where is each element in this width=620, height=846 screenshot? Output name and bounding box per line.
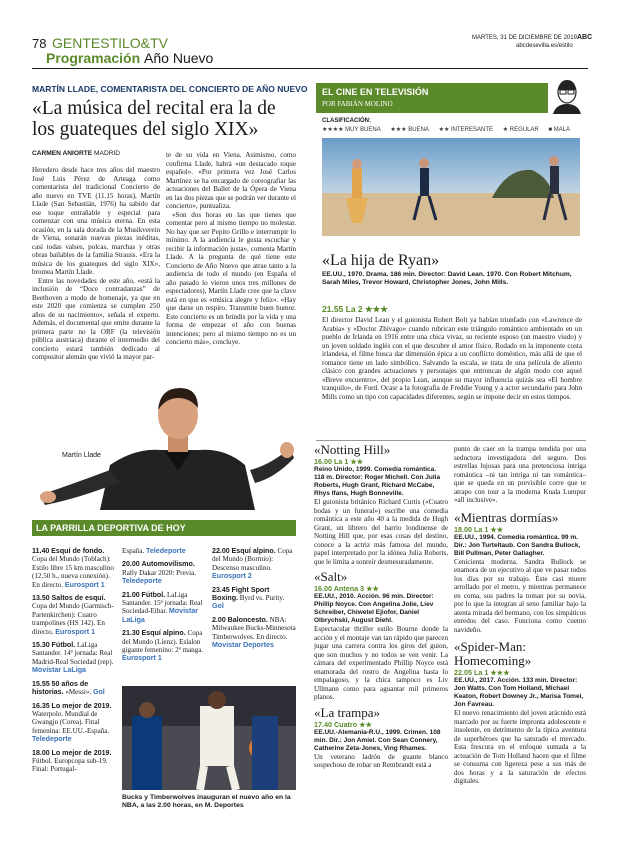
sport-item: 20.00 Automovilismo. Rally Dakar 2020: Previa. Teledeporte <box>122 560 197 586</box>
sport-item: 16.35 Lo mejor de 2019. Waterpolo. Mundial de Gwangju (Corea). Final femenina: EE.UU.-España. Teledeporte <box>32 701 112 744</box>
movies-col-right <box>454 445 586 786</box>
sport-item: 22.00 Esquí alpino. Copa del Mundo (Bormio): Descenso masculino. Eurosport 2 <box>212 547 293 581</box>
movie-la-trampa-cont: punto de caer en la trampa tendida por una seductora investigadora del seguro. Dos estrellas lujosas para una pretenciosa intriga romántica –ni tan intriga ni tan romántica– que se queda en un previsible corre que te atrapo con tour a la moderna Kuala Lumpur «all inclusive». <box>454 445 586 504</box>
cine-section-header <box>316 83 586 113</box>
article-col-2: te de su vida en Viena. Asimismo, como confirma Llade, habrá «un destacado toque español». «Por primera vez José Carlos Martínez se ha encargado de coreografiar las actuaciones del Ballet de la Ópera de Viena en las dos piezas que se podrán ver durante el concierto», puntualiza. «Son dos horas en las que tienes que comentar pero al mismo tiempo no molestar. No hay que ser Pepito Grillo e interrumpir lo mínimo. A la audiencia le gusta escuchar y recibir la información justa», comenta Martín Llade. A la pregunta de qué tiene este Concierto de Año Nuevo que atrae tanto a la audiencia de todo el mundo (en España el año pasado lo vieron unos tres millones de espectadores), Martín Llade cree que la clave está en que es «música alegre y feliz». «Hay que darse un respiro. Transmite buen humor. Este concierto es un brindis por la vida y una forma de empezar el año con buenas intenciones; pero al mismo tiempo no es un concierto más», concluye. <box>166 151 296 346</box>
feature-title: «La hija de Ryan» <box>322 252 440 269</box>
martin-llade-photo <box>40 370 294 510</box>
sport-item: 2.00 Baloncesto. NBA: Milwaukee Bucks-Minnesota Timberwolves. En directo. Movistar Deportes <box>212 615 296 650</box>
movie-la-trampa: «La trampa» 17.40 Cuatro ★★ EE.UU.-Alemania-R.U., 1999. Crimen. 108 min. Dir.: Jon Amiel. Con Sean Connery, Catherine Zeta-Jones, Ving Rhames. Un veterano ladrón de guante blanco sospechoso de robar un Rembrandt está a <box>314 704 448 769</box>
ryans-daughter-still <box>322 138 580 236</box>
feature-text: El director David Lean y el guionista Robert Bolt ya habían triunfado con «Lawrence de Arabia» y «Doctor Zhivago» cuando rubrican este triángulo romántico ambientado en un pueblo de Irlanda en 1916 entre una chica vivaz, su reciente esposo (un maestro viudo) y un joven soldado inglés con el que descubre el amor físico. Rodado en la imponente costa irlandesa, el filme busca dar dimensión épica a un conflicto doméstico, más allá de que el romance tiene un lado simbólico. Salvando la escala, se trata de una película de aliento clásico con grandes actuaciones y personajes que entroncan de algún modo con aquel «Breve encuentro», del propio Lean, aunque su mayor influencia quizás sea «El hombre tranquilo», de Ford. Ocasr a la fotografía de Freddie Young y a actor secundario para John Mills como un tipo con capacidades diferentes, según se impone decir en estos tiempos. <box>322 316 582 401</box>
legend-1: ★ REGULAR <box>502 127 539 133</box>
cine-section-author: POR FABIÁN MOLINO <box>322 100 393 108</box>
movie-notting-hill: «Notting Hill» 16.00 La 1 ★★ Reino Unido, 1999. Comedia romántica. 118 m. Director: Roger Michell. Con Julia Roberts, Hugh Grant, Richard McCabe, Rhys Ifans, Hugh Bonneville. El guionista británico Richard Curtis («Cuatro bodas y un funeral») escribe una comedia romántica a este año 40 a la medida de Hugh Grant, un librero del barrio londinense de Notting Hill que, por esas cosas del destino, conoce a la actriz más famosa del mundo, papel interpretado por la idónea Julia Roberts, que le limita a sonreír desmesuradamente. <box>314 442 448 566</box>
movie-mientras-dormias: «Mientras dormías» 18.00 La 1 ★★ EE.UU., 1994. Comedia romántica. 99 m. Dir.: Jon Turteltaub. Con Sandra Bullock, Bill Pullman, Peter Gallagher. Cenicienta moderna. Sandra Bullock se enamora de un ejecutivo al que ve pasar todos los días por su trabajo. Éste casi muere arrollado por el metro, y mientras permanece en coma, sus padres la toman por su novia, por lo que la integran al seno familiar bajo la atenta mirada del hermano, con los simpáticos enredos del caso. Funciona como cuento navideño. <box>454 509 586 634</box>
legend-0: ■ MALA <box>548 127 571 133</box>
movies-col-left <box>314 443 448 770</box>
header-rule <box>32 68 588 69</box>
sport-item: 18.00 Lo mejor de 2019. Fútbol. Europcopa sub-19. Final: Portugal- <box>32 748 112 774</box>
kicker: MARTÍN LLADE, COMENTARISTA DEL CONCIERTO DE AÑO NUEVO <box>32 84 308 94</box>
sports-col-1 <box>32 547 116 779</box>
movie-salt: «Salt» 16.00 Antena 3 ★★ EE.UU., 2010. Acción. 96 min. Director: Phillip Noyce. Con Angelina Jolie, Liev Schreiber, Chiwetel Ejiofor, Daniel Olbrychski, August Diehl. Espectacular thriller estilo Bourne donde la acción y el montaje van tan rápido que parecen jugar una carrera contra los giros del guion, que son muchos y no todos se ven venir. La cámara del experimentado Phillip Noyce está enamorada del rostro de Angelina hasta lo empalagoso, y la chica tampoco es Liv Ullmann como para aguantar mil primeros planos. <box>314 569 448 701</box>
person-illustration <box>40 370 294 510</box>
rating-legend <box>322 126 570 133</box>
sport-item: 15.30 Fútbol. LaLiga Santander. 14ª jornada: Real Madrid-Real Sociedad (rep). Movistar LaLiga <box>32 641 114 675</box>
page-date: MARTES, 31 DE DICIEMBRE DE 2019 <box>472 35 577 41</box>
header-logo: ABC <box>577 34 593 41</box>
legend-3: ★★★ BUENA <box>390 127 429 133</box>
legend-2: ★★ INTERESANTE <box>438 127 494 133</box>
sport-item: 15.55 50 años de historias. «Messi». Gol <box>32 679 105 697</box>
legend-title: CLASIFICACIÓN: <box>322 118 371 124</box>
section-title: GENTESTILO&TV <box>52 35 168 51</box>
subsection-title: Programación Año Nuevo <box>46 50 214 66</box>
sport-item: 11.40 Esquí de fondo. Copa del Mundo (Toblach): Estilo libre 15 km masculino (12.50 h., nueva conexión). En directo. Eurosport 1 <box>32 547 114 589</box>
article-col-1: Heredero desde hace tres años del maestro José Luis Pérez de Arteaga como comentarista del tradicional Concierto de año nuevo en TVE (11.15 horas), Martín Llade (San Sebastián, 1976) ha sabido dar ese toque entrañable y especial para comenzar con una música eterna. En esta ocasión, en la sala dorada de la Musikverein de Viena, sonarán nuevas piezas inéditas, casi todas valses, polcas, marchas y otras obras bailables de la familia Strauss. «Era la música de los guateques del siglo XIX», bromea Martín Llade. Entre las novedades de este año, «está la inclusión de “Doce contradanzas” de Beethoven a modo de homenaje, ya que en este 2020 que comienza se cumplen 250 años de su nacimiento», señala el experto. Además, el documental que emite durante la primera parte no la ORF (la televisión pública austriaca) durante el intermedio del concierto estará también dedicado al compositor alemán que vivió la mayor par- <box>32 166 160 361</box>
sports-section-title: LA PARRILLA DEPORTIVA DE HOY <box>36 523 186 533</box>
cine-rule <box>316 440 586 441</box>
sports-section-header <box>32 520 296 536</box>
nba-photo <box>122 686 296 790</box>
sport-item: 13.50 Saltos de esquí. Copa del Mundo (Garmisch-Partenkirchen): Cuatro trampolines (HS 142). En directo. Eurosport 1 <box>32 594 114 636</box>
sport-item: 21.30 Esquí alpino. Copa del Mundo (Lienz). Eslalon gigante femenino: 2ª manga. Eurosport 1 <box>122 629 204 663</box>
page-number: 78 <box>32 36 47 51</box>
feature-info: EE.UU., 1970. Drama. 186 min. Director: David Lean. 1970. Con Robert Mitchum, Sarah Miles, Trevor Howard, Christopher Jones, John Mills. <box>322 271 572 287</box>
nba-caption: Bucks y Timberwolves inauguran el nuevo año en la NBA, a las 2.00 horas, en M. Deportes <box>122 794 291 810</box>
cine-section-title: EL CINE EN TELEVISIÓN <box>322 87 429 97</box>
byline: CARMEN ANIORTE MADRID <box>32 150 121 157</box>
feature-time: 21.55 La 2 ★★★ <box>322 304 388 314</box>
sport-item: 21.00 Fútbol. LaLiga Santander. 15ª jornada: Real Sociedad-Eibar. Movistar LaLiga <box>122 590 203 624</box>
movie-spider-man: «Spider-Man: Homecoming» 22.05 La 1 ★★★ EE.UU., 2017. Acción. 133 min. Director: Jon Watts. Con Tom Holland, Michael Keaton, Robert Downey Jr., Marisa Tomei, Jon Favreau. El nuevo renacimiento del joven arácnido está marcado por su fuerte impronta adolescente e insolente, en detrimento de la típica aventura de superhéroes que ha saturado el mercado. Esta frescura en el enfoque sumada a la actuación de Tom Holland hacen que el filme se consuma con ligereza pese a sus más de dos horas y a la saturación de efectos digitales. <box>454 639 586 785</box>
headline: «La música del recital era la de los guateques del siglo XIX» <box>32 98 276 140</box>
sport-item: España. Teledeporte <box>122 547 186 555</box>
sport-item: 23.45 Fight Sport Boxing. Byrd vs. Purity. Gol <box>212 585 285 611</box>
sports-col-2 <box>122 547 206 668</box>
sports-col-3 <box>212 547 296 654</box>
page-site: abcdesevilla.es/estilo <box>516 43 573 49</box>
critic-portrait <box>548 76 586 114</box>
photo-caption-llade: Martín Llade <box>62 452 101 459</box>
legend-4: ★★★★ MUY BUENA <box>322 127 381 133</box>
